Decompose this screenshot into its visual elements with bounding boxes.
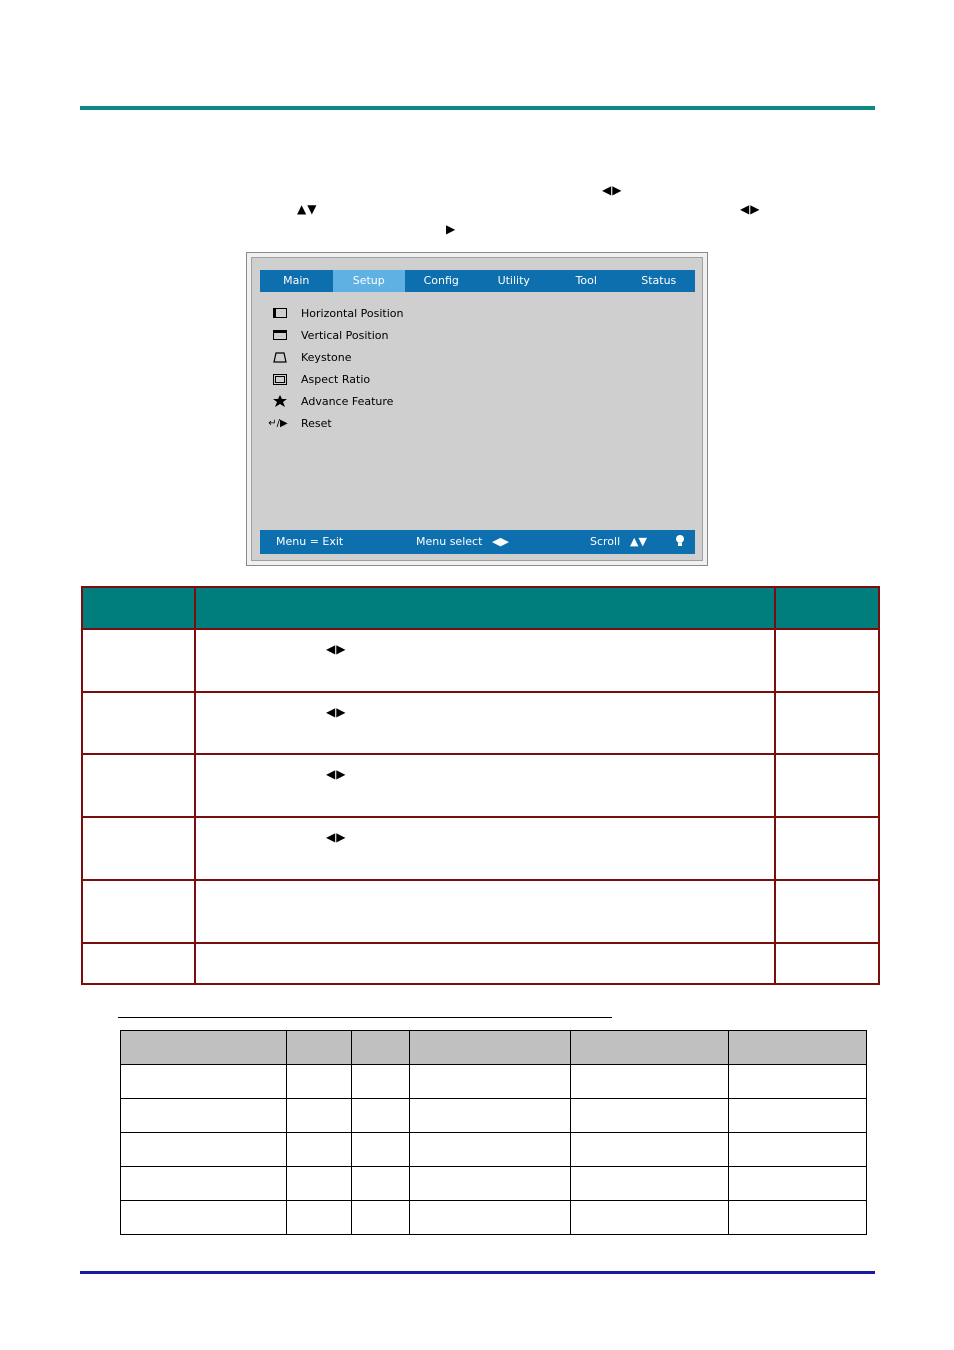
menu-item-keystone[interactable] bbox=[270, 346, 404, 368]
keystone-icon bbox=[270, 350, 290, 364]
table-header-cell bbox=[775, 587, 879, 629]
table-row bbox=[121, 1099, 867, 1133]
table-row bbox=[121, 1167, 867, 1201]
table-cell bbox=[195, 880, 775, 943]
table-cell bbox=[352, 1201, 410, 1235]
left-right-arrows-icon: ◀▶ bbox=[326, 830, 347, 845]
table-cell bbox=[571, 1167, 729, 1201]
table-cell bbox=[121, 1201, 287, 1235]
tab-utility[interactable]: Utility bbox=[497, 274, 530, 287]
menu-exit-hint: Menu = Exit bbox=[276, 535, 344, 548]
table-cell bbox=[121, 1099, 287, 1133]
table-cell bbox=[775, 692, 879, 755]
aspect-ratio-icon bbox=[270, 372, 290, 386]
table-cell bbox=[287, 1099, 352, 1133]
table-cell bbox=[410, 1167, 571, 1201]
section-underline bbox=[118, 1017, 612, 1018]
table-cell bbox=[287, 1167, 352, 1201]
tab-setup[interactable]: Setup bbox=[333, 270, 406, 292]
table-row bbox=[82, 692, 879, 755]
header-rule bbox=[80, 106, 875, 110]
menu-item-label: Keystone bbox=[301, 350, 352, 364]
table-cell bbox=[729, 1065, 867, 1099]
table-row bbox=[121, 1065, 867, 1099]
menu-item-label: Advance Feature bbox=[301, 394, 394, 408]
table-cell bbox=[82, 629, 195, 692]
table-cell bbox=[571, 1133, 729, 1167]
table-row bbox=[121, 1133, 867, 1167]
osd-menu-list bbox=[270, 302, 404, 434]
table-cell bbox=[729, 1167, 867, 1201]
left-right-arrows-icon: ◀▶ bbox=[602, 183, 623, 197]
scroll-hint: Scroll bbox=[590, 535, 621, 548]
table-cell bbox=[775, 629, 879, 692]
menu-item-reset[interactable] bbox=[270, 412, 404, 434]
table-header-row bbox=[82, 587, 879, 629]
table-cell bbox=[729, 1201, 867, 1235]
table-header-cell bbox=[287, 1031, 352, 1065]
table-cell bbox=[571, 1201, 729, 1235]
table-cell bbox=[352, 1167, 410, 1201]
table-cell bbox=[571, 1065, 729, 1099]
table-header-row bbox=[121, 1031, 867, 1065]
table-row bbox=[82, 754, 879, 817]
left-right-arrows-icon: ◀▶ bbox=[326, 767, 347, 782]
light-bulb-icon bbox=[674, 534, 686, 551]
table-cell bbox=[571, 1099, 729, 1133]
table-cell bbox=[410, 1099, 571, 1133]
up-down-arrows-icon: ▲▼ bbox=[297, 202, 318, 216]
table-cell bbox=[287, 1201, 352, 1235]
table-cell bbox=[352, 1065, 410, 1099]
table-cell bbox=[121, 1167, 287, 1201]
left-right-arrows-icon: ◀▶ bbox=[740, 202, 761, 216]
advance-feature-icon bbox=[270, 394, 290, 408]
table-cell bbox=[352, 1099, 410, 1133]
left-right-arrows-icon: ◀▶ bbox=[326, 642, 347, 656]
table-cell bbox=[121, 1133, 287, 1167]
osd-tab-bar bbox=[260, 270, 695, 292]
footer-rule bbox=[80, 1271, 875, 1274]
osd-menu-screenshot bbox=[246, 252, 708, 566]
tab-main[interactable]: Main bbox=[283, 274, 310, 287]
table-cell bbox=[82, 943, 195, 984]
table-cell bbox=[287, 1065, 352, 1099]
menu-item-advance-feature[interactable] bbox=[270, 390, 404, 412]
table-row bbox=[121, 1201, 867, 1235]
table-cell bbox=[410, 1201, 571, 1235]
table-cell bbox=[410, 1065, 571, 1099]
table-header-cell bbox=[352, 1031, 410, 1065]
table-header-cell bbox=[410, 1031, 571, 1065]
table-cell bbox=[82, 817, 195, 880]
table-cell bbox=[410, 1133, 571, 1167]
table-row bbox=[82, 817, 879, 880]
menu-item-label: Reset bbox=[301, 416, 332, 430]
menu-item-label: Aspect Ratio bbox=[301, 372, 371, 386]
table-cell bbox=[121, 1065, 287, 1099]
table-header-cell bbox=[82, 587, 195, 629]
right-arrow-icon: ▶ bbox=[446, 222, 457, 236]
table-cell bbox=[287, 1133, 352, 1167]
menu-item-vertical-position[interactable] bbox=[270, 324, 404, 346]
menu-item-aspect-ratio[interactable] bbox=[270, 368, 404, 390]
menu-item-horizontal-position[interactable] bbox=[270, 302, 404, 324]
table-row bbox=[82, 943, 879, 984]
table-cell bbox=[729, 1133, 867, 1167]
osd-menu-panel bbox=[251, 257, 703, 561]
horizontal-position-icon bbox=[270, 306, 290, 320]
table-header-cell bbox=[121, 1031, 287, 1065]
table-cell bbox=[195, 754, 775, 817]
table-cell bbox=[195, 629, 775, 692]
settings-grid-table bbox=[120, 1030, 867, 1235]
table-cell bbox=[775, 943, 879, 984]
up-down-arrows-icon: ▲▼ bbox=[630, 535, 647, 548]
left-right-arrows-icon: ◀▶ bbox=[492, 535, 509, 548]
table-header-cell bbox=[195, 587, 775, 629]
table-cell bbox=[775, 817, 879, 880]
table-cell bbox=[82, 692, 195, 755]
tab-status[interactable]: Status bbox=[641, 274, 677, 287]
table-row bbox=[82, 880, 879, 943]
table-cell bbox=[82, 754, 195, 817]
table-cell bbox=[195, 943, 775, 984]
table-cell bbox=[82, 880, 195, 943]
table-row bbox=[82, 629, 879, 692]
table-header-cell bbox=[571, 1031, 729, 1065]
osd-footer-bar bbox=[260, 530, 695, 554]
table-header-cell bbox=[729, 1031, 867, 1065]
table-cell bbox=[352, 1133, 410, 1167]
table-cell bbox=[195, 817, 775, 880]
table-cell bbox=[775, 880, 879, 943]
menu-select-hint: Menu select bbox=[416, 535, 483, 548]
reset-icon: ↵/▶ bbox=[268, 417, 288, 429]
setup-items-table bbox=[81, 586, 880, 985]
tab-config[interactable]: Config bbox=[423, 274, 459, 287]
vertical-position-icon bbox=[270, 328, 290, 342]
table-cell bbox=[775, 754, 879, 817]
table-cell bbox=[729, 1099, 867, 1133]
left-right-arrows-icon: ◀▶ bbox=[326, 704, 347, 719]
table-cell bbox=[195, 692, 775, 755]
menu-item-label: Horizontal Position bbox=[301, 306, 404, 320]
tab-tool[interactable]: Tool bbox=[575, 274, 597, 287]
menu-item-label: Vertical Position bbox=[301, 328, 389, 342]
